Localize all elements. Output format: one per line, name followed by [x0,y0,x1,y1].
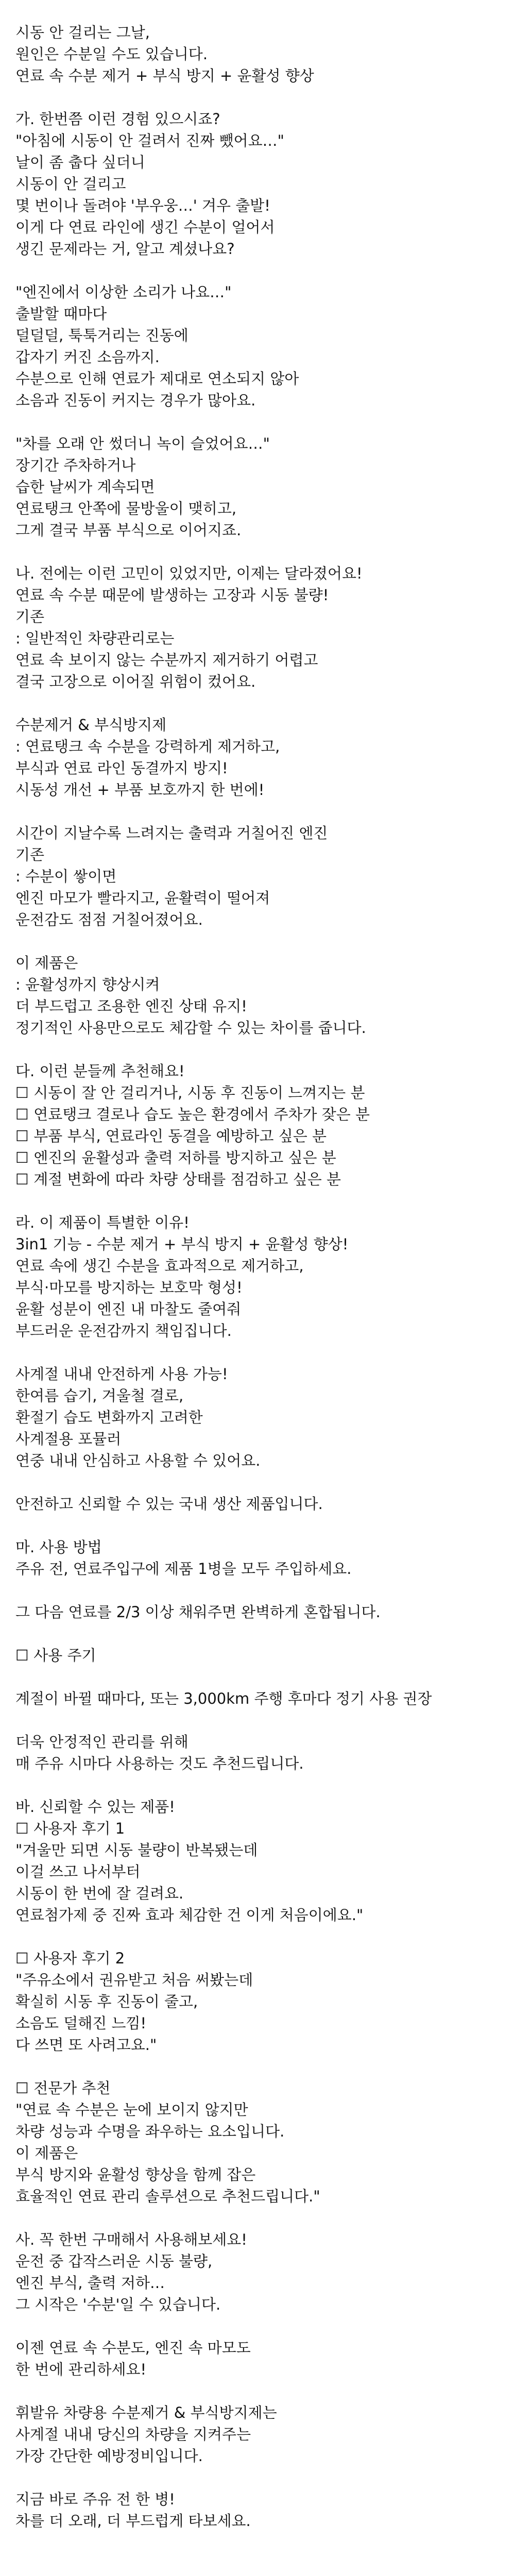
text-line: 날이 좀 춥다 싶더니 [15,154,145,171]
text-line: 기존 [15,846,45,863]
text-line: 갑자기 커진 소음까지. [15,348,160,366]
text-line: ☐ 계절 변화에 따라 차량 상태를 점검하고 싶은 분 [15,1171,341,1188]
text-line: 계절이 바뀔 때마다, 또는 3,000km 주행 후마다 정기 사용 권장 [15,1690,432,1707]
text-line: 이게 다 연료 라인에 생긴 수분이 얼어서 [15,218,275,236]
text-line: 주유 전, 연료주입구에 제품 1병을 모두 주입하세요. [15,1560,352,1578]
text-line: ☐ 사용 주기 [15,1647,96,1664]
blank-line [15,1190,500,1212]
text-line: : 일반적인 차량관리로는 [15,630,175,647]
text-line: ☐ 부품 부식, 연료라인 동결을 예방하고 싶은 분 [15,1127,327,1145]
text-line: 부식·마모를 방지하는 보호막 형성! [15,1279,243,1296]
blank-line [15,541,500,563]
text-line: 연료 속 수분 제거 + 부식 방지 + 윤활성 향상 [15,67,314,84]
text-line: 바. 신뢰할 수 있는 제품! [15,1798,175,1816]
text-line: : 연료탱크 속 수분을 강력하게 제거하고, [15,738,280,755]
text-line: ☐ 전문가 추천 [15,2079,111,2097]
text-line: 사계절 내내 당신의 차량을 지켜주는 [15,2426,251,2443]
text-line: 라. 이 제품이 특별한 이유! [15,1214,190,1231]
blank-line [15,1666,500,1688]
blank-line [15,1774,500,1796]
blank-line [15,801,500,822]
text-line: 수분제거 & 부식방지제 [15,716,167,734]
text-line: 가장 간단한 예방정비입니다. [15,2447,203,2465]
text-line: 이 제품은 [15,2144,78,2162]
text-line: 원인은 수분일 수도 있습니다. [15,45,208,63]
text-line: 출발할 때마다 [15,305,107,323]
text-line: 차량 성능과 수명을 좌우하는 요소입니다. [15,2123,285,2140]
text-line: 사계절용 포뮬러 [15,1430,122,1448]
text-line: 시동성 개선 + 부품 보호까지 한 번에! [15,781,265,799]
text-line: 생긴 문제라는 거, 알고 계셨나요? [15,240,235,258]
text-line: 시동 안 걸리는 그날, [15,24,150,41]
text-line: 마. 사용 방법 [15,1538,102,1556]
text-line: 더욱 안정적인 관리를 위해 [15,1733,188,1751]
text-line: 연중 내내 안심하고 사용할 수 있어요. [15,1452,261,1469]
text-line: 그 다음 연료를 2/3 이상 채워주면 완벽하게 혼합됩니다. [15,1603,381,1621]
text-line: 습한 날씨가 계속되면 [15,478,155,496]
text-line: 한 번에 관리하세요! [15,2361,147,2378]
text-line: 차를 더 오래, 더 부드럽게 타보세요. [15,2512,251,2530]
blank-line [15,87,500,108]
text-line: 가. 한번쯤 이런 경험 있으시죠? [15,110,220,128]
text-line: "주유소에서 권유받고 처음 써봤는데 [15,1971,253,1989]
blank-line [15,692,500,714]
text-line: "엔진에서 이상한 소리가 나요…" [15,283,232,301]
text-line: 부식과 연료 라인 동결까지 방지! [15,759,228,777]
text-line: 엔진 부식, 출력 저하… [15,2274,165,2292]
blank-line [15,2380,500,2402]
blank-line [15,411,500,433]
blank-line [15,1342,500,1363]
text-line: 장기간 주차하거나 [15,456,136,474]
text-line: "아침에 시동이 안 걸려서 진짜 뺐어요…" [15,132,284,149]
text-line: 연료 속 보이지 않는 수분까지 제거하기 어렵고 [15,651,318,669]
text-line: 한여름 습기, 겨울철 결로, [15,1387,184,1404]
blank-line [15,2467,500,2488]
text-line: 3in1 기능 - 수분 제거 + 부식 방지 + 윤활성 향상! [15,1235,349,1253]
text-line: 소음도 덜해진 느낌! [15,2014,147,2032]
text-line: 시간이 지날수록 느려지는 출력과 거칠어진 엔진 [15,824,328,842]
text-line: "차를 오래 안 썼더니 녹이 슬었어요…" [15,435,270,452]
text-line: 확실히 시동 후 진동이 줄고, [15,1993,198,2010]
text-line: 시동이 안 걸리고 [15,175,126,193]
text-line: ☐ 사용자 후기 2 [15,1950,125,1967]
blank-line [15,930,500,952]
text-line: ☐ 사용자 후기 1 [15,1820,125,1837]
text-line: 효율적인 연료 관리 솔루션으로 추천드립니다." [15,2188,320,2205]
text-line: 다 쓰면 또 사려고요." [15,2036,157,2054]
text-line: 윤활 성분이 엔진 내 마찰도 줄여줘 [15,1300,242,1318]
text-line: 부식 방지와 윤활성 향상을 함께 잡은 [15,2166,256,2183]
text-line: ☐ 연료탱크 결로나 습도 높은 환경에서 주차가 잦은 분 [15,1106,370,1123]
text-line: 시동이 한 번에 잘 걸려요. [15,1885,184,1902]
text-line: 환절기 습도 변화까지 고려한 [15,1409,203,1426]
text-line: 나. 전에는 이런 고민이 있었지만, 이제는 달라졌어요! [15,565,363,582]
text-line: 몇 번이나 돌려야 '부우웅…' 겨우 출발! [15,197,270,214]
text-line: 사계절 내내 안전하게 사용 가능! [15,1365,228,1383]
text-line: 부드러운 운전감까지 책임집니다. [15,1322,232,1340]
blank-line [15,1580,500,1601]
blank-line [15,1623,500,1645]
text-line: 운전감도 점점 거칠어졌어요. [15,911,203,928]
text-line: 정기적인 사용만으로도 체감할 수 있는 차이를 줍니다. [15,1019,366,1037]
text-line: 휘발유 차량용 수분제거 & 부식방지제는 [15,2404,277,2421]
blank-line [15,1471,500,1493]
text-line: 매 주유 시마다 사용하는 것도 추천드립니다. [15,1755,304,1772]
text-line: 운전 중 갑작스러운 시동 불량, [15,2252,213,2270]
blank-line [15,1926,500,1947]
text-line: 그게 결국 부품 부식으로 이어지죠. [15,521,242,539]
text-line: 엔진 마모가 빨라지고, 윤활력이 떨어져 [15,889,270,907]
text-line: 연료 속에 생긴 수분을 효과적으로 제거하고, [15,1257,304,1275]
text-line: "연료 속 수분은 눈에 보이지 않지만 [15,2101,248,2119]
text-line: 연료첨가제 중 진짜 효과 체감한 건 이게 처음이에요." [15,1906,364,1924]
blank-line [15,2207,500,2229]
text-line: 사. 꼭 한번 구매해서 사용해보세요! [15,2231,247,2248]
text-line: 다. 이런 분들께 추천해요! [15,1062,185,1080]
blank-line [15,260,500,281]
text-line: ☐ 시동이 잘 안 걸리거나, 시동 후 진동이 느껴지는 분 [15,1084,365,1101]
text-line: : 수분이 쌓이면 [15,868,117,885]
text-line: 연료 속 수분 때문에 발생하는 고장과 시동 불량! [15,586,329,604]
text-line: "겨울만 되면 시동 불량이 반복됐는데 [15,1841,258,1859]
text-line: 지금 바로 주유 전 한 병! [15,2490,175,2508]
text-line: 이걸 쓰고 나서부터 [15,1863,141,1880]
text-line: 그 시작은 '수분'일 수 있습니다. [15,2296,221,2313]
blank-line [15,2315,500,2337]
text-line: : 윤활성까지 향상시켜 [15,976,160,993]
text-line: 더 부드럽고 조용한 엔진 상태 유지! [15,997,247,1015]
text-line: 소음과 진동이 커지는 경우가 많아요. [15,392,256,409]
blank-line [15,1039,500,1060]
text-line: 이 제품은 [15,954,78,972]
text-line: 결국 고장으로 이어질 위험이 컸어요. [15,673,256,690]
text-line: 수분으로 인해 연료가 제대로 연소되지 않아 [15,370,299,387]
blank-line [15,1709,500,1731]
text-line: 기존 [15,608,45,625]
text-line: 이젠 연료 속 수분도, 엔진 속 마모도 [15,2339,251,2357]
blank-line [15,1515,500,1536]
text-line: ☐ 엔진의 윤활성과 출력 저하를 방지하고 싶은 분 [15,1149,336,1166]
text-line: 안전하고 신뢰할 수 있는 국내 생산 제품입니다. [15,1495,323,1513]
text-line: 연료탱크 안쪽에 물방울이 맺히고, [15,500,237,517]
blank-line [15,2056,500,2077]
text-line: 덜덜덜, 툭툭거리는 진동에 [15,327,188,344]
